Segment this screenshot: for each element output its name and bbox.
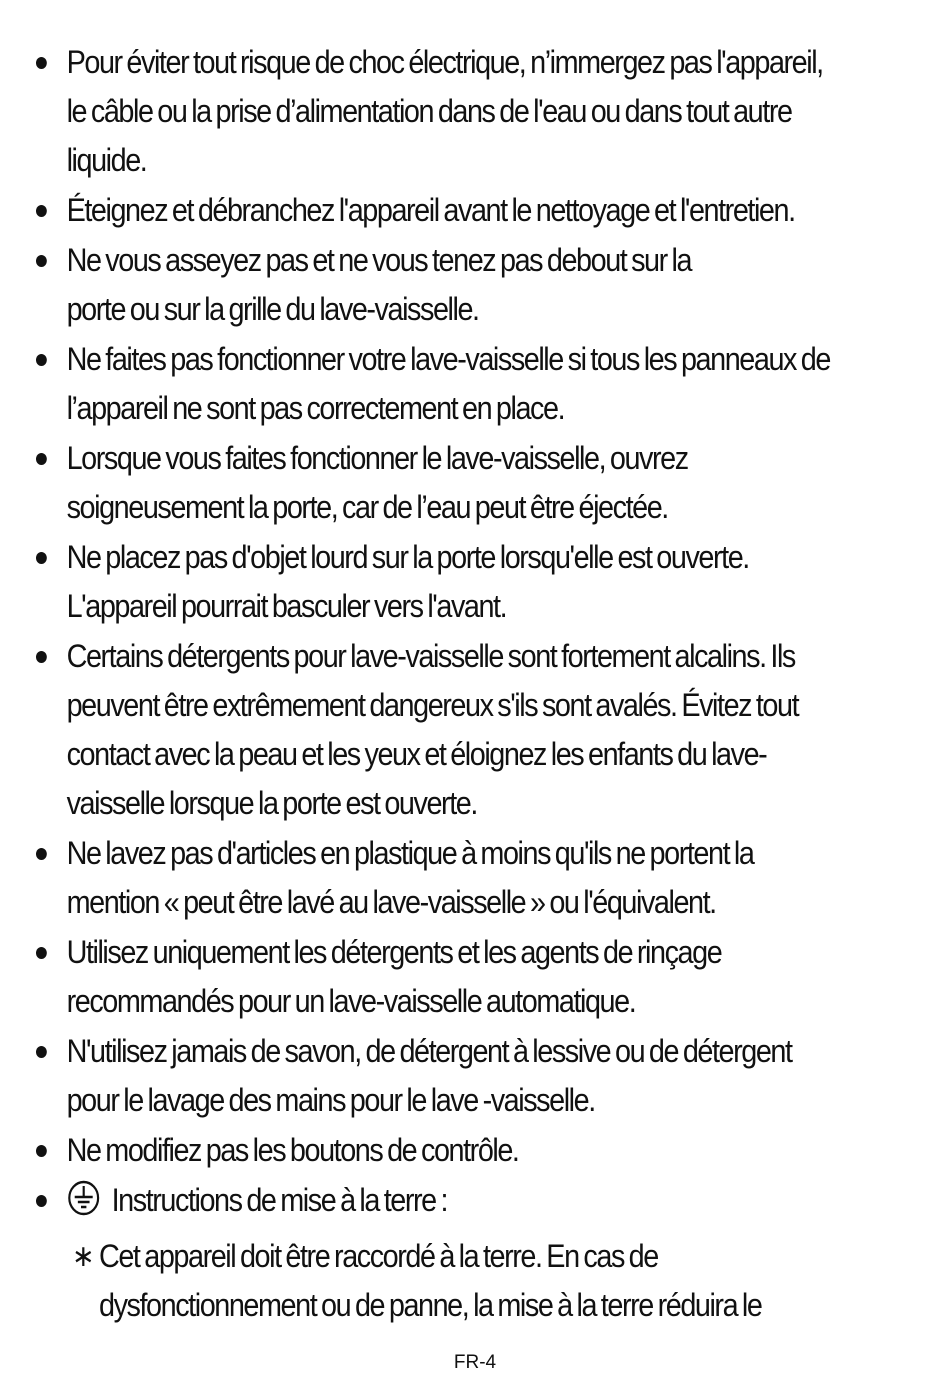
grounding-item <box>0 1176 864 1231</box>
list-item <box>0 1126 864 1175</box>
item-text: Ne modifiez pas les boutons de contrôle. <box>66 1132 519 1168</box>
grounding-label: Instructions de mise à la terre : <box>111 1182 448 1218</box>
bullet-icon <box>36 848 47 860</box>
item-text: Ne placez pas d'objet lourd sur la porte lorsqu'elle est ouverte. L'appareil pourrait basculer vers l'avant. <box>66 539 749 624</box>
item-text: Utilisez uniquement les détergents et les agents de rinçage recommandés pour un lave-vaisselle automatique. <box>66 934 722 1019</box>
list-item <box>0 829 864 927</box>
item-text: Pour éviter tout risque de choc électrique, n’immergez pas l'appareil, le câble ou la prise d’alimentation dans de l'eau ou dans tout autre liquide. <box>66 44 823 178</box>
list-item <box>0 632 864 828</box>
bullet-icon <box>36 552 47 564</box>
item-text: N'utilisez jamais de savon, de détergent à lessive ou de détergent pour le lavage des mains pour le lave -vaisselle. <box>66 1033 792 1118</box>
bullet-icon <box>36 1195 47 1207</box>
grounding-sub-text: Cet appareil doit être raccordé à la terre. En cas de dysfonctionnement ou de panne, la mise à la terre réduira le <box>99 1238 762 1323</box>
bullet-icon <box>36 1145 47 1157</box>
asterisk-marker: ∗ <box>72 1240 94 1273</box>
bullet-icon <box>36 651 47 663</box>
safety-instructions-list <box>0 38 950 1330</box>
list-item <box>0 434 864 532</box>
item-text: Éteignez et débranchez l'appareil avant le nettoyage et l'entretien. <box>66 192 795 228</box>
bullet-icon <box>36 1046 47 1058</box>
item-text: Ne faites pas fonctionner votre lave-vaisselle si tous les panneaux de l’appareil ne sont pas correctement en place. <box>66 341 830 426</box>
bullet-icon <box>36 354 47 366</box>
item-text: Ne vous asseyez pas et ne vous tenez pas debout sur la porte ou sur la grille du lave-vaisselle. <box>66 242 692 327</box>
list-item <box>0 1027 864 1125</box>
bullet-icon <box>36 205 47 217</box>
item-text: Lorsque vous faites fonctionner le lave-vaisselle, ouvrez soigneusement la porte, car de l’eau peut être éjectée. <box>66 440 688 525</box>
item-text: Certains détergents pour lave-vaisselle sont fortement alcalins. Ils peuvent être extrêmement dangereux s'ils sont avalés. Évitez tout contact avec la peau et les yeux et éloignez les enfants du lave-vaisselle lorsque la porte est ouverte. <box>66 638 799 821</box>
list-item <box>0 236 864 334</box>
list-item <box>0 533 864 631</box>
page-number: FR-4 <box>453 1352 497 1373</box>
bullet-icon <box>36 57 47 69</box>
bullet-icon <box>36 453 47 465</box>
bullet-icon <box>36 255 47 267</box>
list-item <box>0 335 864 433</box>
grounding-subitem <box>0 1232 891 1330</box>
item-text: Ne lavez pas d'articles en plastique à moins qu'ils ne portent la mention « peut être lavé au lave-vaisselle » ou l'équivalent. <box>66 835 754 920</box>
list-item <box>0 38 864 185</box>
ground-symbol-icon <box>67 1179 101 1231</box>
list-item <box>0 186 864 235</box>
bullet-icon <box>36 947 47 959</box>
list-item <box>0 928 864 1026</box>
